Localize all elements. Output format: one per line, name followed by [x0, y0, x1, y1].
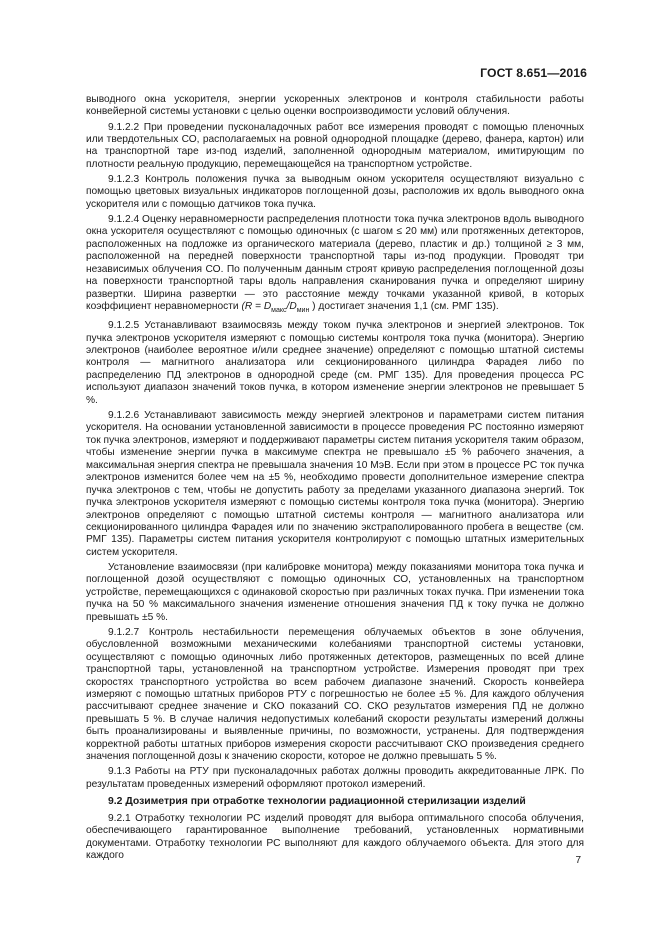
paragraph: 9.1.2.5 Устанавливают взаимосвязь между током пучка электронов и энергией электронов. Ток пучка электронов ускорителя измеряют с помощью системы контроля тока пучка (монитора). Энергию электронов (наиболее вероятное и/или среднее значение) определяют с помощью штатной системы контроля — магнитного анализатора или секционированного цилиндра Фарадея либо по распределению ПД электронов в однородной среде (см. РМГ 135). Для проведения процесса РС используют диапазон значений токов пучка, в котором изменение энергии электронов не превышает 5 %. — [86, 320, 584, 406]
paragraph-text: 9.1.2.4 Оценку неравномерности распределения плотности тока пучка электронов вдоль выводного окна ускорителя осуществляют с помощью одиночных (с шагом ≤ 20 мм) или протяженных детекторов, расположенных на подложке из органического материала (дерево, пластик и др.) толщиной ≥ 3 мм, расположенной на передней поверхности транспортной тары из-под продукции. Проводят три независимых облучения СО. По полученным данным строят кривую распределения поглощенной дозы на поверхности транспортной тары вдоль направления сканирования пучка и определяют ширину развертки. Ширина развертки — это расстояние между точками указанной кривой, в которых коэффициент неравномерности — [86, 213, 584, 313]
paragraph: 9.1.2.6 Устанавливают зависимость между энергией электронов и параметрами систем питания ускорителя. На основании установленной зависимости в процессе проведения РС постоянно измеряют ток пучка электронов, измеряют и поддерживают параметры систем питания ускорителя таким образом, чтобы изменение энергии пучка в максимуме спектра не превышало ±5 % рабочего значения, а максимальная энергия спектра не превышала значения 10 МэВ. Если при этом в процессе РС ток пучка электронов изменится более чем на ±5 %, необходимо провести дополнительное измерение спектра пучка электронов с тем, чтобы не допустить работу за пределами указанного диапазона энергий. Ток пучка электронов ускорителя измеряют с помощью системы контроля тока пучка (монитора). Энергию электронов определяют с помощью штатной системы контроля — магнитного анализатора или секционированного цилиндра Фарадея или по значению экстраполированного пробега в веществе (см. РМГ 135). Параметры систем питания ускорителя контролируют с помощью штатных измерительных систем ускорителя. — [86, 409, 584, 558]
page-number: 7 — [575, 855, 581, 866]
formula-sub-max: макс — [271, 307, 287, 315]
formula-slash: /D — [286, 301, 297, 313]
paragraph: 9.1.2.7 Контроль нестабильности перемещения облучаемых объектов в зоне облучения, обусловленной возможными механическими колебаниями транспортной системы установки, осуществляют с помощью одиночных либо протяженных детекторов, размещенных по всей длине транспортной тары, установленной на транспортном устройстве. Измерения проводят при трех скоростях транспортного устройства во всем рабочем диапазоне значений. Скорость конвейера измеряют с помощью штатных приборов РТУ с погрешностью не более ±5 %. Для каждого облучения рассчитывают среднее значение и СКО показаний СО. СКО результатов измерения ПД не должно превышать 5 %. В случае наличия недопустимых колебаний скорости результаты измерений должны быть проанализированы и выявленные причины, по возможности, устранены. Для подтверждения корректной работы штатных приборов измерения скорости рассчитывают СКО произведения среднего значения поглощенной дозы к значению скорости, которое не должно превышать 5 %. — [86, 626, 584, 763]
paragraph-with-formula — [86, 214, 584, 318]
formula-open: (R = D — [241, 301, 272, 313]
formula — [241, 301, 499, 315]
paragraph: выводного окна ускорителя, энергии ускоренных электронов и контроля стабильности работы конвейерной системы установки с целью оценки воспроизводимости условий облучения. — [86, 94, 584, 118]
formula-close: ) достигает значения 1,1 (см. РМГ 135). — [312, 301, 499, 313]
formula-sub-min: мин — [296, 307, 310, 315]
section-heading: 9.2 Дозиметрия при отработке технологии радиационной стерилизации изделий — [108, 796, 526, 808]
paragraph: 9.1.3 Работы на РТУ при пусконаладочных работах должны проводить аккредитованные ЛРК. По результатам проведенных измерений оформляют протокол измерений. — [86, 766, 584, 790]
paragraph: 9.1.2.3 Контроль положения пучка за выводным окном ускорителя осуществляют визуально с помощью цветовых визуальных индикаторов поглощенной дозы, расположив их вдоль выводного окна ускорителя или с помощью датчиков тока пучка. — [86, 173, 584, 210]
paragraph: Установление взаимосвязи (при калибровке монитора) между показаниями монитора тока пучка и поглощенной дозой осуществляют с помощью одиночных СО, установленных на транспортном устройстве, перемещающихся с одинаковой скоростью при различных токах пучка. При изменении тока пучка на 50 % максимального значения изменение отношения значения ПД к току пучка не должно превышать ±5 %. — [86, 561, 584, 623]
paragraph: 9.2.1 Отработку технологии РС изделий проводят для выбора оптимального способа облучения, обеспечивающего гарантированное выполнение требований, установленных нормативными документами. Отработку технологии РС выполняют для каждого облучаемого объекта. Для этого для каждого — [86, 812, 584, 862]
document-body — [86, 94, 584, 865]
document-id: ГОСТ 8.651—2016 — [480, 66, 587, 80]
paragraph: 9.1.2.2 При проведении пусконаладочных работ все измерения проводят с помощью пленочных или твердотельных СО, располагаемых на ровной однородной площадке (дерево, фанера, картон) или на транспортной таре из-под изделий, заполненной однородным материалом, имитирующим по плотности реальную продукцию, перемещающейся на транспортном устройстве. — [86, 121, 584, 170]
